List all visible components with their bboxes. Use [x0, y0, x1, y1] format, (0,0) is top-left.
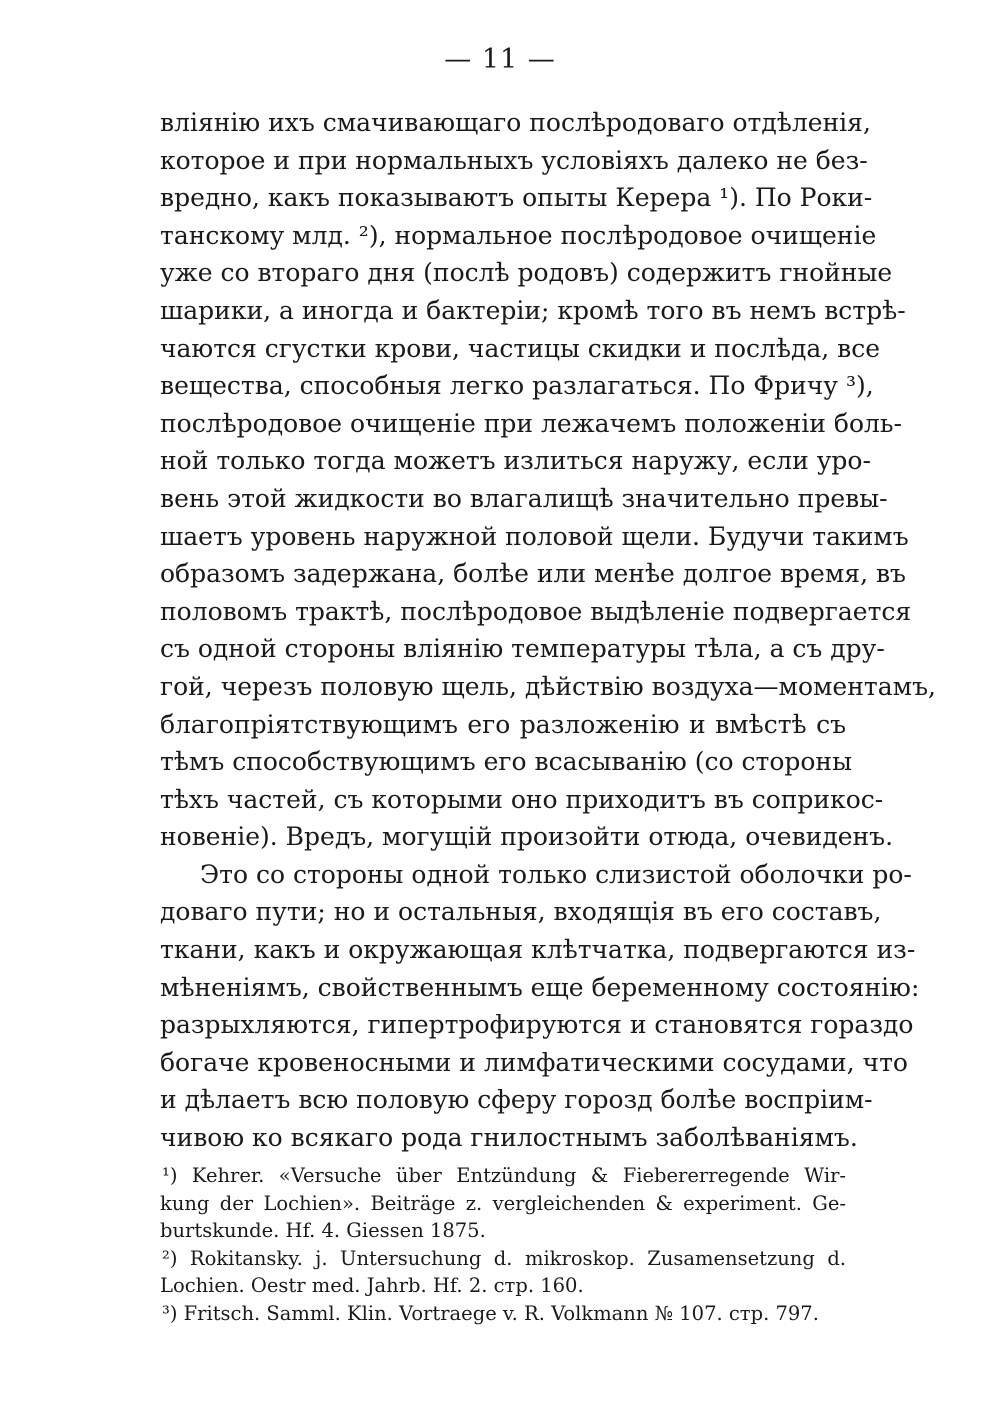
text-line: разрыхляются, гипертрофируются и становятся гораздо: [160, 1010, 914, 1040]
footnote-3: [160, 1300, 846, 1328]
text-line: образомъ задержана, болѣе или менѣе долгое время, въ: [160, 559, 906, 589]
footnote-line: kung der Lochien». Beiträge z. vergleichenden & experiment. Ge-: [160, 1191, 846, 1215]
text-line: чивою ко всякаго рода гнилостнымъ заболѣваніямъ.: [160, 1123, 858, 1153]
text-line: Это со стороны одной только слизистой оболочки ро-: [200, 859, 912, 889]
text-line: вредно, какъ показываютъ опыты Керера ¹). По Роки-: [160, 183, 873, 213]
text-line: мѣненіямъ, свойственнымъ еще беременному состоянію:: [160, 972, 920, 1002]
footnote-line: ¹) Kehrer. «Versuche über Entzündung & Fiebererregende Wir-: [162, 1164, 846, 1187]
footnote-line: burtskunde. Hf. 4. Giessen 1875.: [160, 1219, 486, 1242]
footnote-line: ³) Fritsch. Samml. Klin. Vortraege v. R. Volkmann № 107. стр. 797.: [162, 1301, 819, 1325]
text-line: тѣмъ способствующимъ его всасыванію (со стороны: [160, 747, 852, 777]
text-line: которое и при нормальныхъ условіяхъ далеко не без-: [160, 145, 868, 175]
text-line: и дѣлаетъ всю половую сферу горозд болѣе воспріим-: [160, 1085, 873, 1115]
text-line: богаче кровеносными и лимфатическими сосудами, что: [160, 1047, 908, 1077]
text-line: новеніе). Вредъ, могущій произойти отюда, очевиденъ.: [160, 822, 894, 852]
text-line: чаются сгустки крови, частицы скидки и послѣда, все: [160, 333, 881, 363]
text-line: гой, черезъ половую щель, дѣйствію воздуха—моментамъ,: [160, 671, 936, 701]
text-line: половомъ трактѣ, послѣродовое выдѣленіе подвергается: [160, 596, 912, 626]
text-line: ной только тогда можетъ излиться наружу, если уро-: [160, 446, 871, 476]
text-line: уже со втораго дня (послѣ родовъ) содержитъ гнойные: [160, 258, 893, 288]
footnote-2: [160, 1245, 846, 1300]
text-line: тѣхъ частей, съ которыми оно приходитъ въ соприкос-: [160, 784, 884, 814]
text-line: танскому млд. ²), нормальное послѣродовое очищеніе: [160, 220, 877, 250]
text-line: ткани, какъ и окружающая клѣтчатка, подвергаются из-: [160, 935, 916, 965]
text-line: вень этой жидкости во влагалищѣ значительно превы-: [160, 483, 888, 513]
page-number: — 11 —: [444, 44, 556, 75]
paragraph: [160, 104, 936, 856]
footnote-line: ²) Rokitansky. j. Untersuchung d. mikroskop. Zusamensetzung d.: [162, 1246, 846, 1270]
text-line: благопріятствующимъ его разложенію и вмѣстѣ съ: [160, 709, 846, 739]
text-line: шарики, а иногда и бактеріи; кромѣ того въ немъ встрѣ-: [160, 295, 906, 325]
footnote-1: [160, 1162, 846, 1245]
text-line: доваго пути; но и остальныя, входящія въ его составъ,: [160, 897, 882, 927]
body-text: [160, 104, 936, 1157]
footnotes: [160, 1162, 846, 1327]
text-line: послѣродовое очищеніе при лежачемъ положеніи боль-: [160, 408, 902, 438]
text-line: съ одной стороны вліянію температуры тѣла, а съ дру-: [160, 634, 885, 664]
text-line: шаетъ уровень наружной половой щели. Будучи такимъ: [160, 521, 909, 551]
text-line: вліянію ихъ смачивающаго послѣродоваго отдѣленія,: [160, 108, 871, 137]
text-line: вещества, способныя легко разлагаться. По Фричу ³),: [160, 371, 874, 401]
paragraph: [160, 856, 920, 1157]
footnote-line: Lochien. Oestr med. Jahrb. Hf. 2. стр. 160.: [160, 1274, 584, 1297]
